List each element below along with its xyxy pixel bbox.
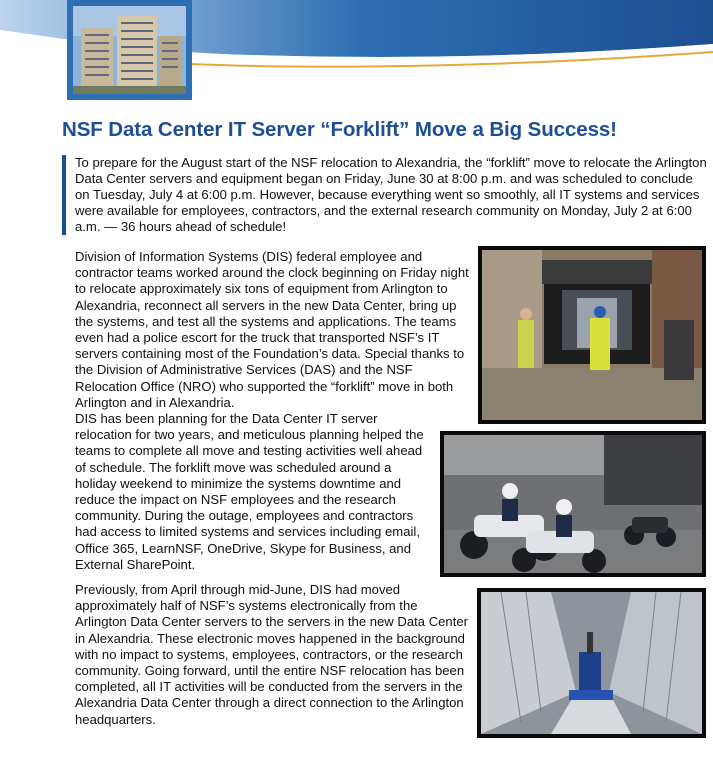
data-center-aisle-photo	[477, 588, 706, 738]
building-photo	[67, 0, 192, 100]
truck-loading-illustration	[482, 250, 702, 420]
intro-accent-bar	[62, 155, 66, 235]
intro-paragraph: To prepare for the August start of the NSF relocation to Alexandria, the “forklift” move to relocate the Arlington Data Center servers and equipment began on Friday, June 30 at 8:00 p.m. and was scheduled to conclude on Tuesday, July 4 at 6:00 p.m. However, because everything went so smoothly, all IT systems and services were available for employees, contractors, and the external research community on Monday, July 2 at 6:00 a.m. — 36 hours ahead of schedule!	[75, 155, 707, 234]
page-title: NSF Data Center IT Server “Forklift” Move a Big Success!	[62, 118, 617, 141]
body-paragraph-1: Division of Information Systems (DIS) federal employee and contractor teams worked around the clock beginning on Friday night to relocate approximately six tons of equipment from Arlington to Alexandria, reconnect all servers in the new Data Center, bring up the systems, and test all the systems and applications. The teams even had a police escort for the truck that transported NSF’s IT servers containing most of the Foundation’s data. Special thanks to the Division of Administrative Services (DAS) and the NSF Relocation Office (NRO) who supported the “forklift” move in both Arlington and in Alexandria.	[75, 249, 469, 410]
body-paragraph-3: Previously, from April through mid-June, DIS had moved approximately half of NSF’s systems electronically from the Arlington Data Center servers to the servers in the new Data Center in Alexandria. These electronic moves happened in the background with no impact to systems, employees, contractors, or the research community. Going forward, until the entire NSF relocation has been completed, all IT activities will be conducted from the servers in the Alexandria Data Center through a direct connection to the Arlington headquarters.	[75, 582, 468, 727]
truck-loading-photo	[478, 246, 706, 424]
body-paragraph-2: DIS has been planning for the Data Center IT server relocation for two years, and meticulous planning helped the teams to complete all move and testing activities well ahead of schedule. The forklift move was scheduled around a holiday weekend to minimize the systems downtime and reduce the impact on NSF employees and the research community. During the outage, employees and contractors had access to limited systems and services including email, Office 365, LearnNSF, OneDrive, Skype for Business, and External SharePoint.	[75, 411, 424, 572]
data-center-illustration	[481, 592, 702, 734]
building-illustration	[73, 6, 186, 94]
police-escort-illustration	[444, 435, 702, 573]
police-escort-photo	[440, 431, 706, 577]
